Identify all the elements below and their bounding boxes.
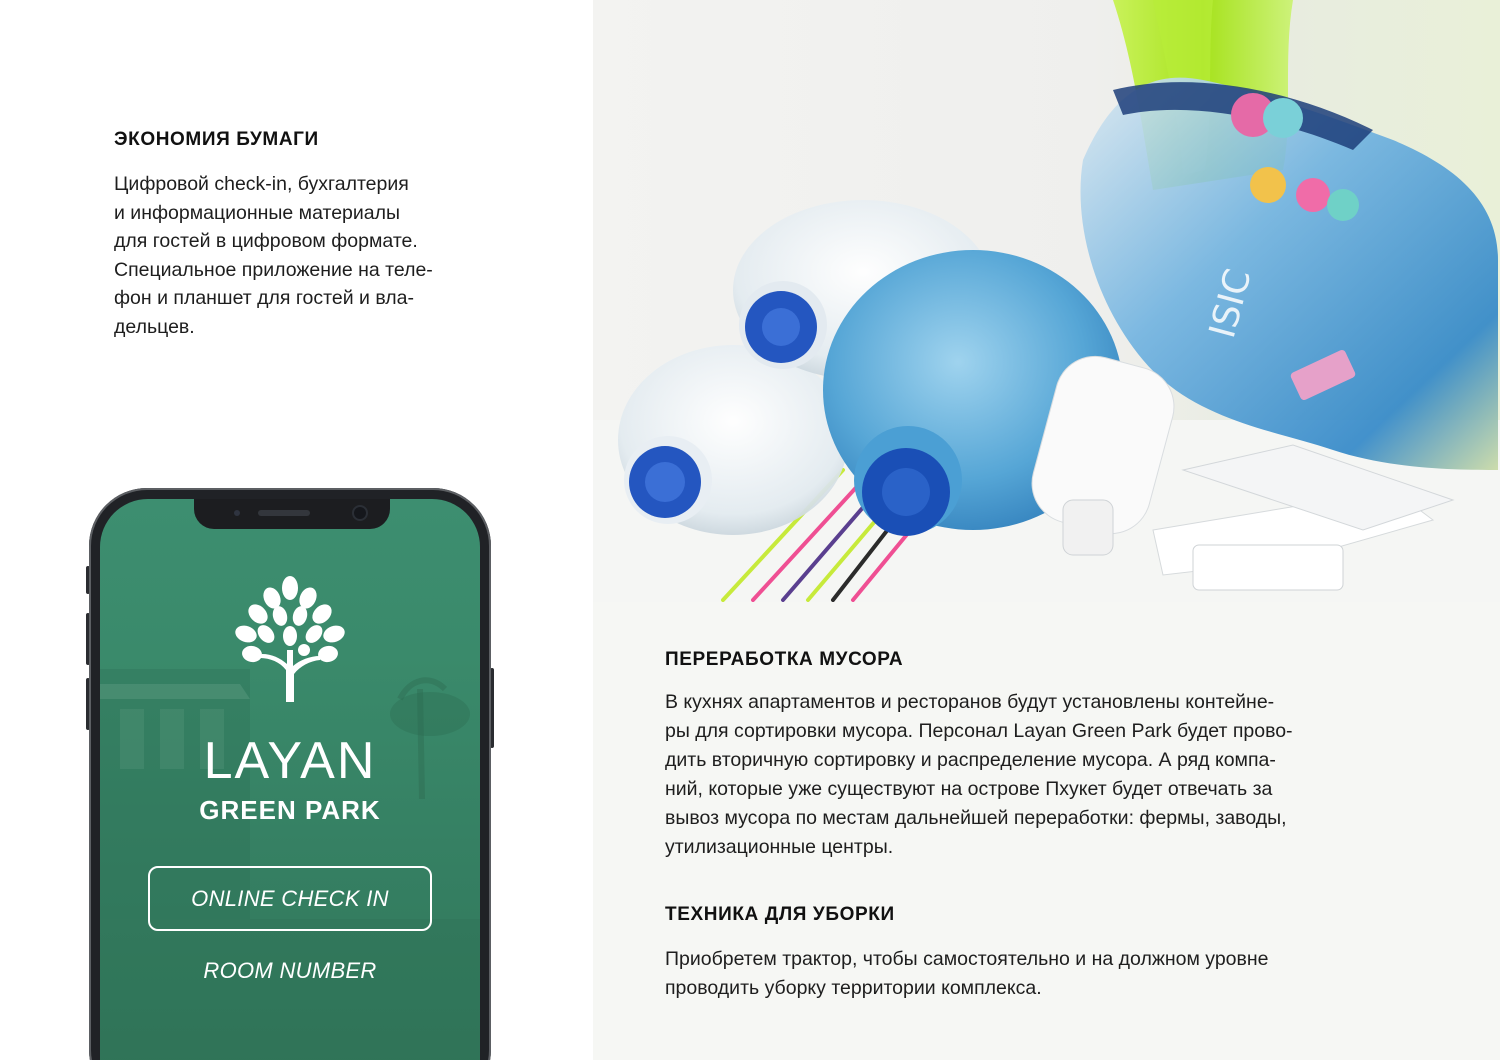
waste-recycling-heading: ПЕРЕРАБОТКА МУСОРА <box>665 649 904 670</box>
sensor-icon <box>234 510 240 516</box>
waste-recycling-text: В кухнях апартаментов и ресторанов будут установлены контейне- ры для сортировки мусора. Персонал Layan Green Park будет прово- дить вторичную сортировку и распределение мусора. А ряд компа- ний, которые уже существуют на острове Пхукет будет отвечать за вывоз мусора по местам дальнейшей переработки: фермы, заводы, утилизационные центры. <box>665 691 1293 858</box>
speaker-icon <box>258 510 310 516</box>
cleaning-equipment-text: Приобретем трактор, чтобы самостоятельно и на должном уровне проводить уборку территории комплекса. <box>665 948 1269 999</box>
paper-saving-heading: ЭКОНОМИЯ БУМАГИ <box>114 129 319 150</box>
paper-saving-text: Цифровой check-in, бухгалтерия и информационные материалы для гостей в цифровом формате. Специальное приложение на теле- фон и планшет для гостей и вла- дельцев. <box>114 173 433 338</box>
room-number-field[interactable]: ROOM NUMBER <box>203 958 377 983</box>
app-screen <box>100 499 480 1060</box>
plastic-waste-photo <box>593 0 1500 602</box>
cleaning-equipment-heading: ТЕХНИКА ДЛЯ УБОРКИ <box>665 904 895 925</box>
brand-subtitle: GREEN PARK <box>199 795 381 825</box>
phone-mockup <box>89 488 491 1060</box>
phone-notch <box>194 499 390 529</box>
svg-text:ISIC: ISIC <box>1202 264 1260 343</box>
online-check-in-button[interactable]: ONLINE CHECK IN <box>148 866 432 931</box>
camera-icon <box>354 507 366 519</box>
tree-icon <box>230 574 350 704</box>
brand-name: LAYAN <box>203 732 377 790</box>
